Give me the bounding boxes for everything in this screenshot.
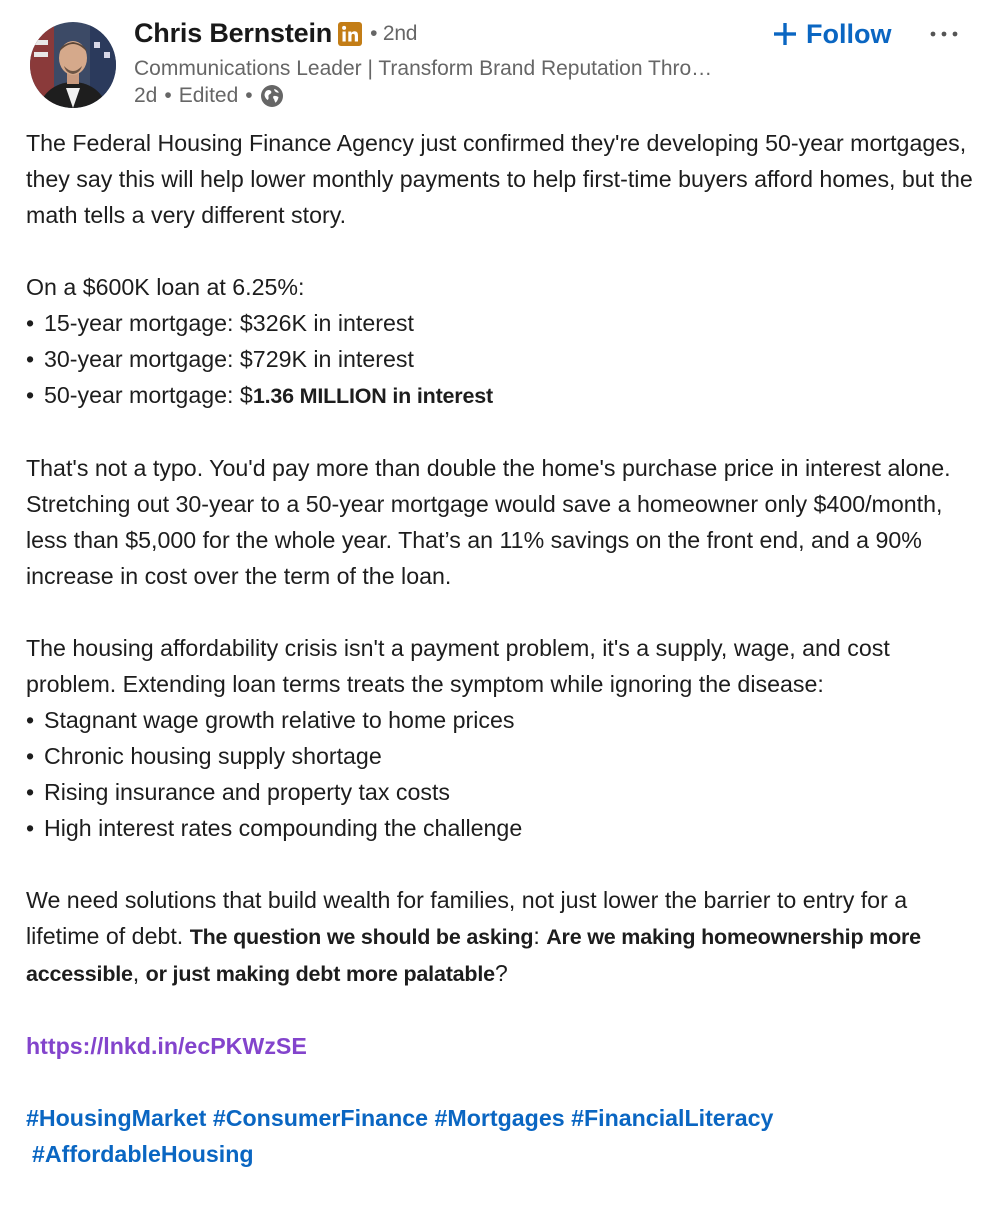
para4-bold-accessible: Are we making homeownership more accessible (26, 925, 921, 986)
author-avatar[interactable] (30, 22, 116, 108)
para4-comma: , (132, 960, 146, 986)
hashtag-link[interactable]: #FinancialLiteracy (571, 1105, 774, 1131)
post-paragraph-4 (26, 882, 976, 992)
problem-item: • Stagnant wage growth relative to home prices (26, 702, 976, 738)
loan-item: • 30-year mortgage: $729K in interest (26, 341, 976, 377)
post-intro: The Federal Housing Finance Agency just confirmed they're developing 50-year mortgages, they say this will help lower monthly payments to help first-time buyers afford homes, but the math tells a very different story. (26, 130, 973, 228)
hashtag-link[interactable]: #AffordableHousing (32, 1141, 254, 1167)
para4-bold-question: The question we should be asking (189, 925, 534, 949)
edited-label: Edited (178, 84, 239, 107)
post-meta (134, 84, 284, 108)
more-options-button[interactable] (924, 22, 964, 46)
connection-degree: • 2nd (370, 21, 418, 45)
post-link[interactable]: https://lnkd.in/ecPKWzSE (26, 1033, 307, 1059)
hashtag-link[interactable]: #HousingMarket (26, 1105, 207, 1131)
follow-button[interactable] (772, 15, 891, 53)
post-time: 2d (134, 84, 158, 107)
para4-colon: : (533, 923, 547, 949)
author-name[interactable] (134, 18, 417, 49)
para4-plain: We need solutions that build wealth for families, not just lower the barrier to entry for a lifetime of debt. (26, 887, 908, 949)
para4-end: ? (494, 960, 508, 986)
post-paragraph-2: That's not a typo. You'd pay more than double the home's purchase price in interest alone. Stretching out 30-year to a 50-year mortgage would save a homeowner only $400/month, less than $5,000 for the whole year. That’s an 11% savings on the front end, and a 90% increase in cost over the term of the loan. (26, 455, 951, 589)
hashtag-list (26, 1100, 976, 1172)
follow-label[interactable]: Follow (806, 18, 892, 49)
loan-heading: On a $600K loan at 6.25%: (26, 274, 305, 300)
linkedin-premium-icon (338, 22, 362, 46)
more-dots-icon (924, 33, 964, 50)
plus-icon (772, 21, 798, 47)
hashtag-link[interactable]: #ConsumerFinance (212, 1105, 429, 1131)
post-paragraph-3: The housing affordability crisis isn't a payment problem, it's a supply, wage, and cost problem. Extending loan terms treats the symptom while ignoring the disease: (26, 635, 890, 697)
author-headline: Communications Leader | Transform Brand Reputation Thro… (134, 57, 713, 80)
meta-separator: • (164, 84, 172, 107)
author-name-text[interactable]: Chris Bernstein (134, 18, 333, 48)
problem-item: • High interest rates compounding the challenge (26, 810, 976, 846)
loan-item: • 15-year mortgage: $326K in interest (26, 305, 976, 341)
post-body (26, 125, 976, 1172)
loan-item-bold-figure: 1.36 MILLION in interest (252, 384, 493, 408)
problem-item: • Chronic housing supply shortage (26, 738, 976, 774)
globe-icon (260, 84, 284, 108)
loan-item (26, 377, 976, 414)
hashtag-link[interactable]: #Mortgages (434, 1105, 565, 1131)
problem-item: • Rising insurance and property tax costs (26, 774, 976, 810)
meta-separator: • (245, 84, 253, 107)
loan-item-prefix: 50-year mortgage: $ (44, 382, 253, 408)
para4-bold-palatable: or just making debt more palatable (145, 962, 495, 986)
